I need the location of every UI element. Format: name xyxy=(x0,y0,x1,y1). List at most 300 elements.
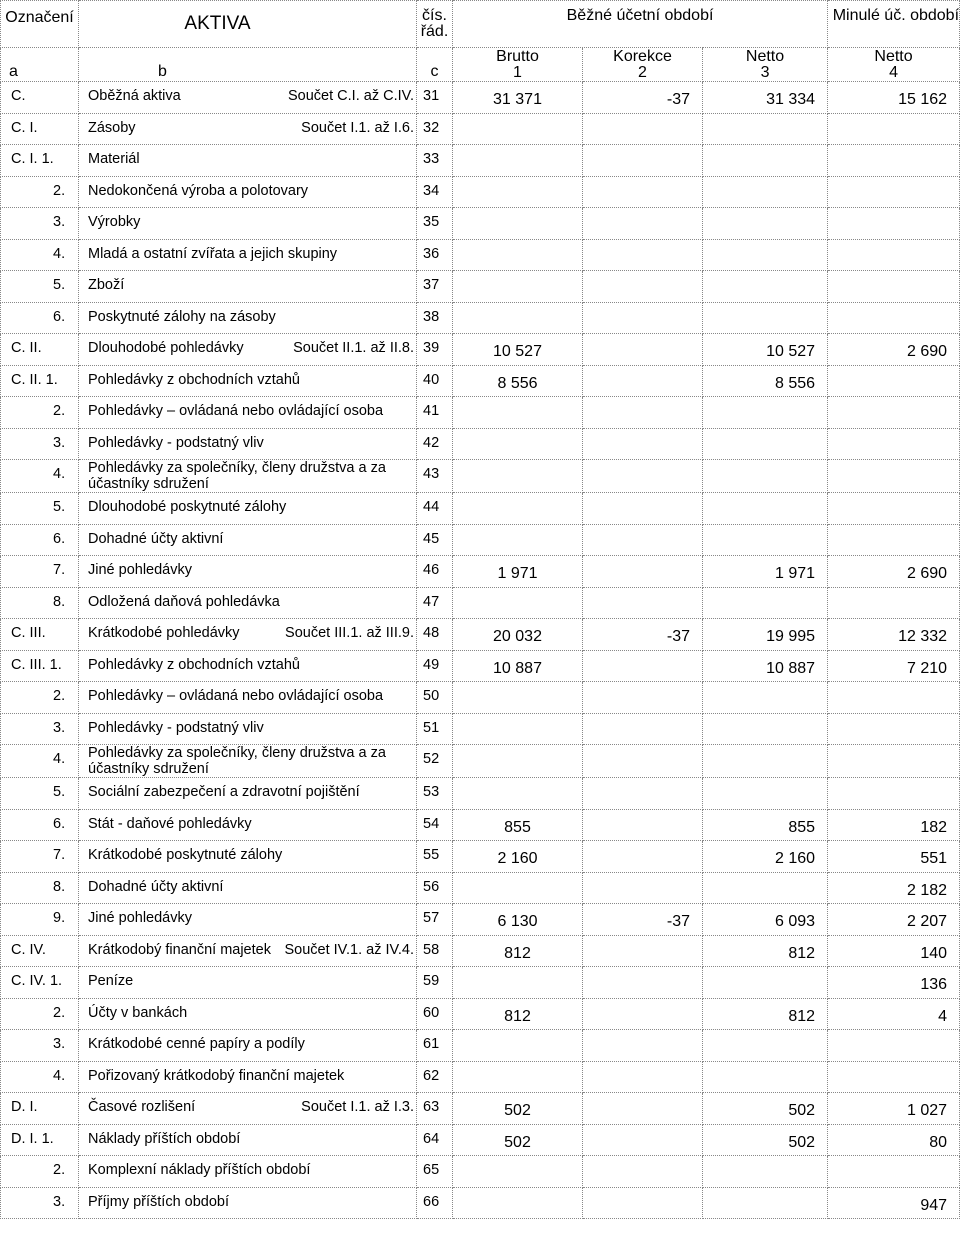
row-korekce xyxy=(583,334,703,366)
row-prev xyxy=(828,1156,960,1188)
row-description xyxy=(79,493,417,525)
row-ord: 66 xyxy=(417,1187,453,1219)
row-korekce xyxy=(583,1093,703,1125)
row-description-text: Výrobky xyxy=(88,214,141,230)
header-bezne-obdobi: Běžné účetní období xyxy=(453,1,828,48)
row-netto xyxy=(703,239,828,271)
table-row xyxy=(1,524,960,556)
row-description xyxy=(79,1030,417,1062)
table-row xyxy=(1,113,960,145)
table-row xyxy=(1,365,960,397)
row-netto xyxy=(703,1187,828,1219)
row-code: C. I. xyxy=(1,113,79,145)
row-korekce xyxy=(583,1030,703,1062)
row-ord: 37 xyxy=(417,271,453,303)
row-description-text: Účty v bankách xyxy=(88,1004,188,1021)
row-brutto xyxy=(453,872,583,904)
row-ord: 31 xyxy=(417,82,453,114)
row-description-text: Pohledávky z obchodních vztahů xyxy=(88,656,300,673)
row-brutto: 2 160 xyxy=(453,841,583,873)
row-korekce xyxy=(583,1124,703,1156)
table-row xyxy=(1,556,960,588)
row-netto: 10 527 xyxy=(703,334,828,366)
header-col-b: b xyxy=(79,48,417,82)
row-ord: 53 xyxy=(417,778,453,810)
row-prev xyxy=(828,745,960,778)
row-korekce xyxy=(583,841,703,873)
header-col-4: 4 xyxy=(889,63,898,81)
row-ord: 57 xyxy=(417,904,453,936)
row-description-text: Dohadné účty aktivní xyxy=(88,878,224,895)
row-description xyxy=(79,302,417,334)
row-netto xyxy=(703,493,828,525)
table-row xyxy=(1,82,960,114)
table-row xyxy=(1,745,960,778)
row-ord: 44 xyxy=(417,493,453,525)
row-description xyxy=(79,967,417,999)
row-ord: 55 xyxy=(417,841,453,873)
row-description-text: Pohledávky - podstatný vliv xyxy=(88,434,264,451)
table-row xyxy=(1,935,960,967)
row-description xyxy=(79,998,417,1030)
row-netto: 812 xyxy=(703,935,828,967)
row-korekce xyxy=(583,271,703,303)
table-row xyxy=(1,271,960,303)
row-code: 5. xyxy=(1,778,79,810)
row-sum-label: Součet II.1. až II.8. xyxy=(293,340,414,356)
row-ord: 40 xyxy=(417,365,453,397)
header-col-1: 1 xyxy=(513,63,522,81)
row-netto xyxy=(703,1156,828,1188)
row-prev xyxy=(828,713,960,745)
row-sum-label: Součet III.1. až III.9. xyxy=(285,625,414,641)
row-code: C. IV. 1. xyxy=(1,967,79,999)
row-code: 7. xyxy=(1,841,79,873)
row-prev: 182 xyxy=(828,809,960,841)
row-netto xyxy=(703,145,828,177)
row-korekce xyxy=(583,1061,703,1093)
row-code: 3. xyxy=(1,208,79,240)
row-netto: 19 995 xyxy=(703,619,828,651)
row-description-text: Dlouhodobé pohledávky xyxy=(88,340,244,356)
row-netto xyxy=(703,460,828,493)
row-prev xyxy=(828,239,960,271)
row-code: C. III. xyxy=(1,619,79,651)
row-code: C. II. xyxy=(1,334,79,366)
row-description xyxy=(79,334,417,366)
row-brutto xyxy=(453,271,583,303)
row-ord: 41 xyxy=(417,397,453,429)
row-prev xyxy=(828,176,960,208)
row-description xyxy=(79,935,417,967)
table-row xyxy=(1,904,960,936)
row-korekce xyxy=(583,302,703,334)
row-prev xyxy=(828,302,960,334)
row-prev xyxy=(828,365,960,397)
row-brutto: 8 556 xyxy=(453,365,583,397)
row-netto: 855 xyxy=(703,809,828,841)
row-description-text: Jiné pohledávky xyxy=(88,562,192,578)
row-description xyxy=(79,524,417,556)
header-netto-prev-label: Netto xyxy=(874,47,913,65)
row-description-text: Poskytnuté zálohy na zásoby xyxy=(88,308,276,325)
row-ord: 64 xyxy=(417,1124,453,1156)
row-description-text: Dlouhodobé poskytnuté zálohy xyxy=(88,499,287,515)
row-prev: 4 xyxy=(828,998,960,1030)
row-code: 6. xyxy=(1,809,79,841)
row-brutto xyxy=(453,113,583,145)
row-korekce xyxy=(583,239,703,271)
row-code: 4. xyxy=(1,745,79,778)
row-ord: 33 xyxy=(417,145,453,177)
row-prev: 2 182 xyxy=(828,872,960,904)
table-row xyxy=(1,302,960,334)
row-brutto: 502 xyxy=(453,1124,583,1156)
row-prev: 15 162 xyxy=(828,82,960,114)
row-brutto xyxy=(453,239,583,271)
row-korekce: -37 xyxy=(583,82,703,114)
row-netto: 31 334 xyxy=(703,82,828,114)
row-korekce xyxy=(583,524,703,556)
row-description xyxy=(79,778,417,810)
row-korekce xyxy=(583,935,703,967)
row-description-text: Pořizovaný krátkodobý finanční majetek xyxy=(88,1067,345,1084)
row-sum-label: Součet I.1. až I.6. xyxy=(301,119,414,136)
row-netto xyxy=(703,302,828,334)
row-description-text: Náklady příštích období xyxy=(88,1130,241,1147)
header-col-3: 3 xyxy=(760,63,770,81)
row-netto xyxy=(703,745,828,778)
row-description xyxy=(79,872,417,904)
row-description xyxy=(79,809,417,841)
row-netto xyxy=(703,176,828,208)
row-netto: 502 xyxy=(703,1124,828,1156)
row-ord: 52 xyxy=(417,745,453,778)
table-row xyxy=(1,176,960,208)
row-description-text: Pohledávky – ovládaná nebo ovládající osoba xyxy=(88,688,384,704)
row-description xyxy=(79,271,417,303)
row-description xyxy=(79,841,417,873)
row-sum-label: Součet C.I. až C.IV. xyxy=(288,88,414,104)
row-prev xyxy=(828,208,960,240)
row-prev xyxy=(828,145,960,177)
row-description-text: Nedokončená výroba a polotovary xyxy=(88,182,309,199)
row-ord: 59 xyxy=(417,967,453,999)
row-description-text: Materiál xyxy=(88,151,140,167)
row-korekce xyxy=(583,365,703,397)
row-description-text: Odložená daňová pohledávka xyxy=(88,593,280,610)
row-prev xyxy=(828,682,960,714)
row-korekce xyxy=(583,208,703,240)
table-row xyxy=(1,493,960,525)
row-code: 3. xyxy=(1,713,79,745)
row-prev: 140 xyxy=(828,935,960,967)
row-code: 4. xyxy=(1,239,79,271)
row-brutto xyxy=(453,682,583,714)
row-prev: 1 027 xyxy=(828,1093,960,1125)
row-ord: 42 xyxy=(417,428,453,460)
row-description-text: Oběžná aktiva xyxy=(88,88,181,104)
header-brutto xyxy=(453,48,583,82)
row-brutto xyxy=(453,397,583,429)
row-korekce: -37 xyxy=(583,619,703,651)
header-col-c: c xyxy=(417,48,453,82)
table-row xyxy=(1,239,960,271)
row-code: 7. xyxy=(1,556,79,588)
row-korekce xyxy=(583,967,703,999)
row-ord: 49 xyxy=(417,650,453,682)
header-netto-prev xyxy=(828,48,960,82)
table-row xyxy=(1,998,960,1030)
row-code: 8. xyxy=(1,872,79,904)
row-netto xyxy=(703,967,828,999)
row-code: 5. xyxy=(1,493,79,525)
row-prev: 80 xyxy=(828,1124,960,1156)
row-brutto: 1 971 xyxy=(453,556,583,588)
row-ord: 43 xyxy=(417,460,453,493)
table-row xyxy=(1,334,960,366)
row-ord: 51 xyxy=(417,713,453,745)
row-code: C. II. 1. xyxy=(1,365,79,397)
row-code: 4. xyxy=(1,1061,79,1093)
header-oznaceni: Označení xyxy=(1,1,79,48)
row-korekce xyxy=(583,809,703,841)
row-korekce xyxy=(583,493,703,525)
row-ord: 34 xyxy=(417,176,453,208)
row-netto xyxy=(703,1061,828,1093)
row-description xyxy=(79,745,417,778)
row-netto: 6 093 xyxy=(703,904,828,936)
row-description-text: Peníze xyxy=(88,973,134,989)
row-netto: 812 xyxy=(703,998,828,1030)
row-description xyxy=(79,1061,417,1093)
row-description xyxy=(79,176,417,208)
header-aktiva: AKTIVA xyxy=(79,1,417,48)
row-code: C. IV. xyxy=(1,935,79,967)
row-code: 2. xyxy=(1,998,79,1030)
table-row xyxy=(1,619,960,651)
row-ord: 36 xyxy=(417,239,453,271)
row-description xyxy=(79,619,417,651)
table-row xyxy=(1,1061,960,1093)
row-code: 2. xyxy=(1,397,79,429)
header-korekce-label: Korekce xyxy=(613,47,672,65)
row-korekce xyxy=(583,713,703,745)
row-description xyxy=(79,208,417,240)
row-netto xyxy=(703,872,828,904)
row-korekce: -37 xyxy=(583,904,703,936)
row-description-text: Pohledávky – ovládaná nebo ovládající osoba xyxy=(88,403,384,419)
row-korekce xyxy=(583,113,703,145)
row-prev xyxy=(828,113,960,145)
row-code: C. xyxy=(1,82,79,114)
row-description xyxy=(79,1093,417,1125)
row-brutto: 502 xyxy=(453,1093,583,1125)
row-brutto xyxy=(453,428,583,460)
row-description xyxy=(79,145,417,177)
table-row xyxy=(1,650,960,682)
row-brutto: 20 032 xyxy=(453,619,583,651)
row-code: 4. xyxy=(1,460,79,493)
header-netto xyxy=(703,48,828,82)
row-description xyxy=(79,113,417,145)
row-description-text: Pohledávky - podstatný vliv xyxy=(88,719,264,736)
row-description xyxy=(79,428,417,460)
row-brutto: 812 xyxy=(453,935,583,967)
table-row xyxy=(1,397,960,429)
row-netto xyxy=(703,271,828,303)
row-netto xyxy=(703,713,828,745)
row-netto: 10 887 xyxy=(703,650,828,682)
row-ord: 32 xyxy=(417,113,453,145)
row-ord: 61 xyxy=(417,1030,453,1062)
table-row xyxy=(1,145,960,177)
row-ord: 54 xyxy=(417,809,453,841)
row-netto: 2 160 xyxy=(703,841,828,873)
row-sum-label: Součet I.1. až I.3. xyxy=(301,1099,414,1115)
row-ord: 60 xyxy=(417,998,453,1030)
row-description-text: Pohledávky za společníky, členy družstva a za účastníky sdružení xyxy=(88,460,386,492)
table-row xyxy=(1,1156,960,1188)
table-row xyxy=(1,778,960,810)
row-description-text: Mladá a ostatní zvířata a jejich skupiny xyxy=(88,245,338,262)
header-col-2: 2 xyxy=(638,63,647,81)
row-description-text: Krátkodobý finanční majetek xyxy=(88,941,271,958)
row-description xyxy=(79,556,417,588)
row-prev xyxy=(828,778,960,810)
row-korekce xyxy=(583,745,703,778)
row-netto xyxy=(703,682,828,714)
table-row xyxy=(1,1187,960,1219)
row-korekce xyxy=(583,145,703,177)
row-brutto xyxy=(453,1187,583,1219)
row-ord: 56 xyxy=(417,872,453,904)
row-code: 5. xyxy=(1,271,79,303)
row-brutto xyxy=(453,1156,583,1188)
row-netto xyxy=(703,397,828,429)
row-description-text: Příjmy příštích období xyxy=(88,1193,230,1210)
row-korekce xyxy=(583,650,703,682)
row-ord: 39 xyxy=(417,334,453,366)
row-netto xyxy=(703,208,828,240)
header-cis-rad: čís. řád. xyxy=(417,1,453,48)
row-ord: 38 xyxy=(417,302,453,334)
row-description xyxy=(79,713,417,745)
row-code: C. III. 1. xyxy=(1,650,79,682)
row-description-text: Sociální zabezpečení a zdravotní pojištění xyxy=(88,784,360,800)
row-description xyxy=(79,904,417,936)
row-code: 9. xyxy=(1,904,79,936)
row-ord: 35 xyxy=(417,208,453,240)
row-korekce xyxy=(583,872,703,904)
row-korekce xyxy=(583,397,703,429)
row-code: 3. xyxy=(1,1187,79,1219)
table-row xyxy=(1,841,960,873)
row-description xyxy=(79,650,417,682)
row-description-text: Stát - daňové pohledávky xyxy=(88,815,252,832)
row-code: 2. xyxy=(1,176,79,208)
row-prev xyxy=(828,271,960,303)
row-brutto xyxy=(453,302,583,334)
table-row xyxy=(1,713,960,745)
row-korekce xyxy=(583,682,703,714)
row-netto xyxy=(703,428,828,460)
row-brutto: 10 527 xyxy=(453,334,583,366)
header-korekce xyxy=(583,48,703,82)
row-brutto xyxy=(453,460,583,493)
table-row xyxy=(1,809,960,841)
row-ord: 48 xyxy=(417,619,453,651)
row-code: 3. xyxy=(1,1030,79,1062)
row-netto xyxy=(703,524,828,556)
row-brutto: 6 130 xyxy=(453,904,583,936)
table-row xyxy=(1,587,960,619)
row-brutto xyxy=(453,778,583,810)
row-description-text: Krátkodobé cenné papíry a podíly xyxy=(88,1036,305,1052)
row-netto xyxy=(703,778,828,810)
row-brutto xyxy=(453,1061,583,1093)
row-code: D. I. xyxy=(1,1093,79,1125)
row-code: C. I. 1. xyxy=(1,145,79,177)
row-prev: 551 xyxy=(828,841,960,873)
row-code: 2. xyxy=(1,1156,79,1188)
row-brutto xyxy=(453,493,583,525)
row-netto: 1 971 xyxy=(703,556,828,588)
row-korekce xyxy=(583,1187,703,1219)
row-brutto xyxy=(453,208,583,240)
row-description-text: Pohledávky z obchodních vztahů xyxy=(88,371,300,388)
row-description-text: Krátkodobé poskytnuté zálohy xyxy=(88,847,283,863)
table-row xyxy=(1,460,960,493)
row-brutto xyxy=(453,145,583,177)
row-description-text: Časové rozlišení xyxy=(88,1099,196,1115)
row-brutto: 10 887 xyxy=(453,650,583,682)
row-netto xyxy=(703,587,828,619)
row-ord: 63 xyxy=(417,1093,453,1125)
table-row xyxy=(1,967,960,999)
row-brutto xyxy=(453,967,583,999)
row-description xyxy=(79,82,417,114)
row-ord: 62 xyxy=(417,1061,453,1093)
row-korekce xyxy=(583,428,703,460)
row-ord: 50 xyxy=(417,682,453,714)
row-description-text: Jiné pohledávky xyxy=(88,910,192,926)
row-code: D. I. 1. xyxy=(1,1124,79,1156)
row-code: 6. xyxy=(1,302,79,334)
row-prev xyxy=(828,397,960,429)
table-row xyxy=(1,682,960,714)
row-description xyxy=(79,682,417,714)
row-ord: 65 xyxy=(417,1156,453,1188)
row-prev: 2 207 xyxy=(828,904,960,936)
row-netto xyxy=(703,1030,828,1062)
row-korekce xyxy=(583,778,703,810)
header-col-a: a xyxy=(1,48,79,82)
row-korekce xyxy=(583,556,703,588)
row-prev xyxy=(828,524,960,556)
row-description-text: Dohadné účty aktivní xyxy=(88,530,224,547)
row-description-text: Komplexní náklady příštích období xyxy=(88,1162,311,1178)
row-brutto: 812 xyxy=(453,998,583,1030)
table-row xyxy=(1,1030,960,1062)
header-minule-obdobi: Minulé úč. období xyxy=(828,1,960,48)
row-prev: 2 690 xyxy=(828,334,960,366)
row-description xyxy=(79,365,417,397)
row-korekce xyxy=(583,176,703,208)
row-prev: 2 690 xyxy=(828,556,960,588)
row-prev: 136 xyxy=(828,967,960,999)
row-netto: 502 xyxy=(703,1093,828,1125)
